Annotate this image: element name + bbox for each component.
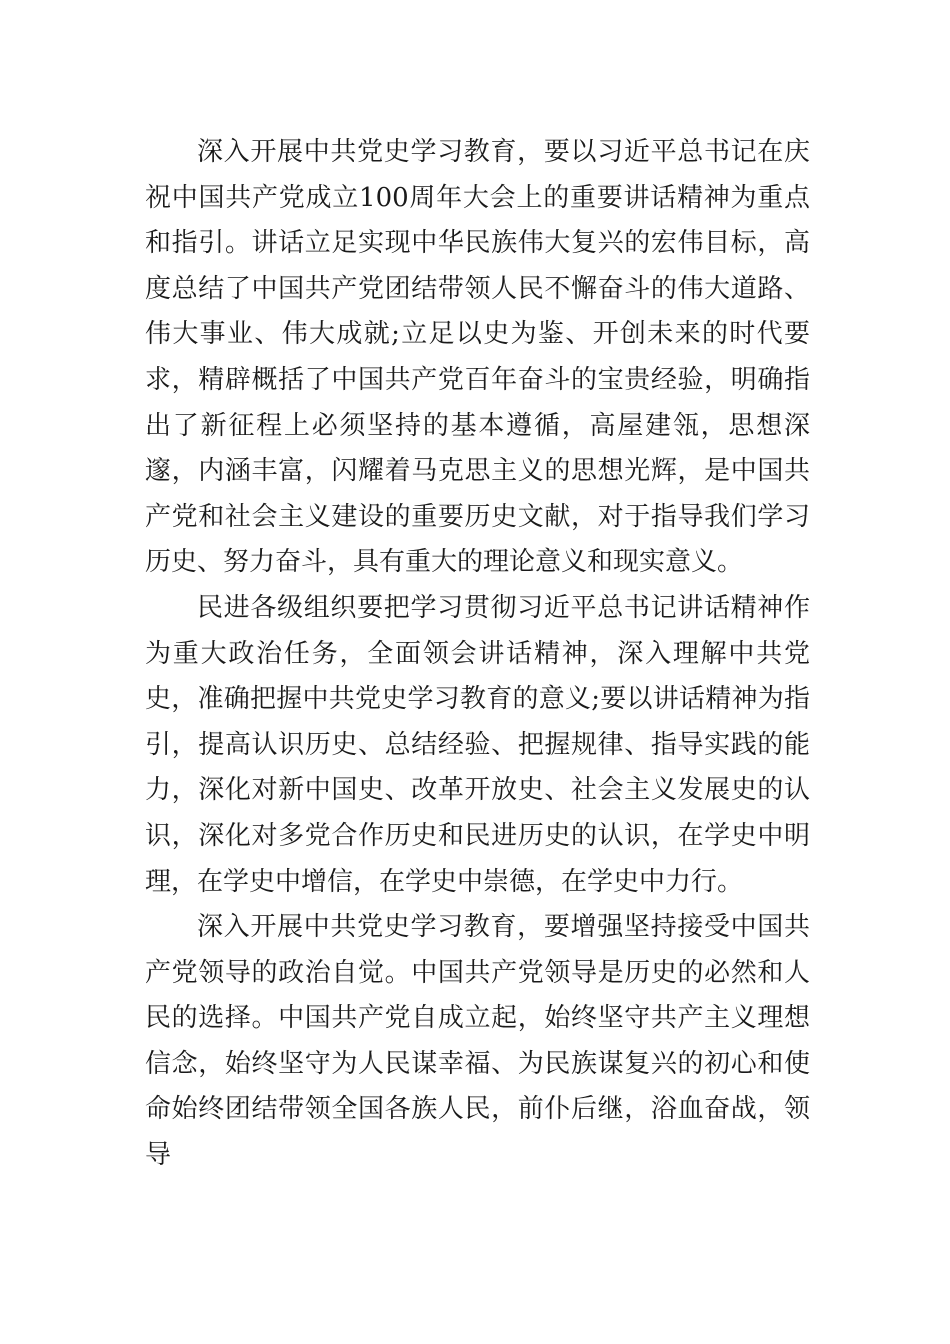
paragraph-3-text: 深入开展中共党史学习教育，要增强坚持接受中国共产党领导的政治自觉。中国共产党领导是历史的必然和人民的选择。中国共产党自成立起，始终坚守共产主义理想信念，始终坚守为人民谋幸福、为民族谋复兴的初心和使命始终团结带领全国各族人民，前仆后继，浴血奋战，领导 [145,912,810,1171]
paragraph-2-text: 民进各级组织要把学习贯彻习近平总书记讲话精神作为重大政治任务，全面领会讲话精神，深入理解中共党史，准确把握中共党史学习教育的意义;要以讲话精神为指引，提高认识历史、总结经验、把握规律、指导实践的能力，深化对新中国史、改革开放史、社会主义发展史的认识，深化对多党合作历史和民进历史的认识，在学史中明理，在学史中增信，在学史中崇德，在学史中力行。 [145,592,810,897]
paragraph-1 [145,130,810,586]
document-body [145,130,810,1179]
paragraph-1-text: 深入开展中共党史学习教育，要以习近平总书记在庆祝中国共产党成立100周年大会上的重要讲话精神为重点和指引。讲话立足实现中华民族伟大复兴的宏伟目标，高度总结了中国共产党团结带领人民不懈奋斗的伟大道路、伟大事业、伟大成就;立足以史为鉴、开创未来的时代要求，精辟概括了中国共产党百年奋斗的宝贵经验，明确指出了新征程上必须坚持的基本遵循，高屋建瓴，思想深邃，内涵丰富，闪耀着马克思主义的思想光辉，是中国共产党和社会主义建设的重要历史文献，对于指导我们学习历史、努力奋斗，具有重大的理论意义和现实意义。 [145,137,810,578]
paragraph-3 [145,905,810,1179]
paragraph-2 [145,586,810,905]
